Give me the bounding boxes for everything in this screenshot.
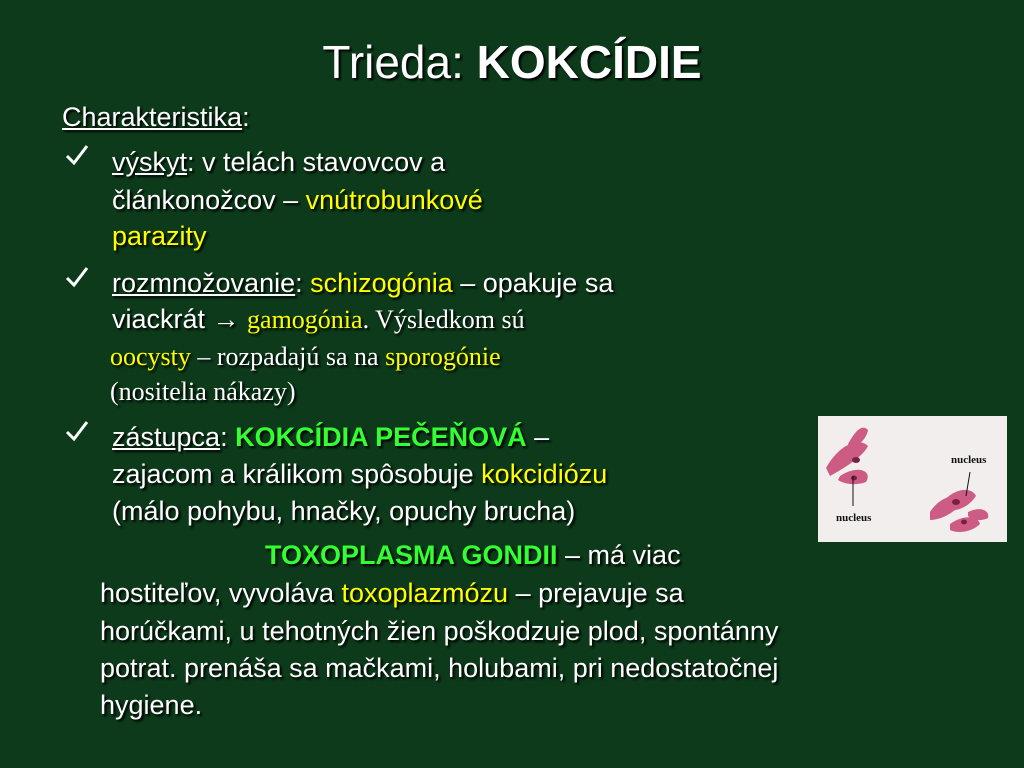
item3-line1 — [112, 420, 549, 454]
checkmark-icon — [64, 418, 90, 444]
item2-hl2: gamogónia — [247, 305, 363, 334]
toxo-line2b: – prejavuje sa — [508, 578, 684, 608]
item1-highlight: vnútrobunkové — [305, 185, 483, 215]
nucleus-label-bottom: nucleus — [836, 512, 872, 524]
item1-line1 — [112, 145, 445, 179]
item1-text2: článkonožcov – — [112, 185, 306, 215]
title-prefix: Trieda: — [322, 36, 464, 88]
item3-label: zástupca — [112, 422, 221, 452]
item3-line3: (málo pohybu, hnačky, opuchy brucha) — [112, 496, 576, 526]
item2-text4: – rozpadajú sa na — [190, 342, 386, 371]
item2-text1: – opakuje sa — [452, 268, 614, 298]
item1-line2 — [112, 183, 483, 217]
toxo-hl2: toxoplazmózu — [341, 578, 509, 608]
heading-label: Charakteristika — [62, 102, 243, 132]
slide-title — [0, 34, 1024, 90]
toxo-text1: – má viac — [557, 540, 681, 570]
item2-hl4: sporogónie — [385, 342, 501, 371]
heading-colon: : — [242, 102, 250, 132]
item2-text3: . Výsledkom sú — [362, 305, 525, 334]
toxo-line3: horúčkami, u tehotných žien poškodzuje plod, spontánny — [100, 616, 779, 646]
item2-label: rozmnožovanie — [112, 268, 296, 298]
item3-hl1: KOKCÍDIA PEČEŇOVÁ — [235, 422, 527, 452]
item3-hl2: kokcidiózu — [481, 459, 608, 489]
title-bold: KOKCÍDIE — [476, 36, 702, 88]
item2-line3 — [110, 340, 501, 374]
toxo-line1 — [265, 538, 681, 572]
toxo-line4: potrat. prenáša sa mačkami, holubami, pri nedostatočnej — [100, 653, 779, 683]
item2-hl1: schizogónia — [310, 268, 453, 298]
item2-line1 — [112, 266, 613, 300]
item1-text1: : v telách stavovcov a — [187, 147, 446, 177]
toxo-hl1: TOXOPLASMA GONDII — [265, 540, 558, 570]
item2-line2 — [112, 302, 525, 337]
toxo-line2a: hostiteľov, vyvoláva — [100, 578, 342, 608]
toxo-line5: hygiene. — [100, 690, 203, 720]
item1-label: výskyt — [112, 147, 188, 177]
item3-text2: zajacom a králikom spôsobuje — [112, 459, 482, 489]
item2-hl3: oocysty — [110, 342, 191, 371]
item2-line4: (nositelia nákazy) — [110, 377, 296, 406]
section-heading — [62, 100, 250, 134]
item3-line2 — [112, 457, 607, 491]
checkmark-icon — [64, 142, 90, 168]
item1-line3: parazity — [112, 221, 207, 251]
toxoplasma-micrograph — [818, 416, 1007, 542]
toxo-line2 — [100, 576, 684, 610]
item3-text1: – — [526, 422, 550, 452]
item2-colon: : — [295, 268, 303, 298]
nucleus-label-top: nucleus — [951, 454, 987, 466]
item2-text2: viackrát → — [112, 304, 248, 334]
item3-colon: : — [220, 422, 236, 452]
checkmark-icon — [64, 264, 90, 290]
